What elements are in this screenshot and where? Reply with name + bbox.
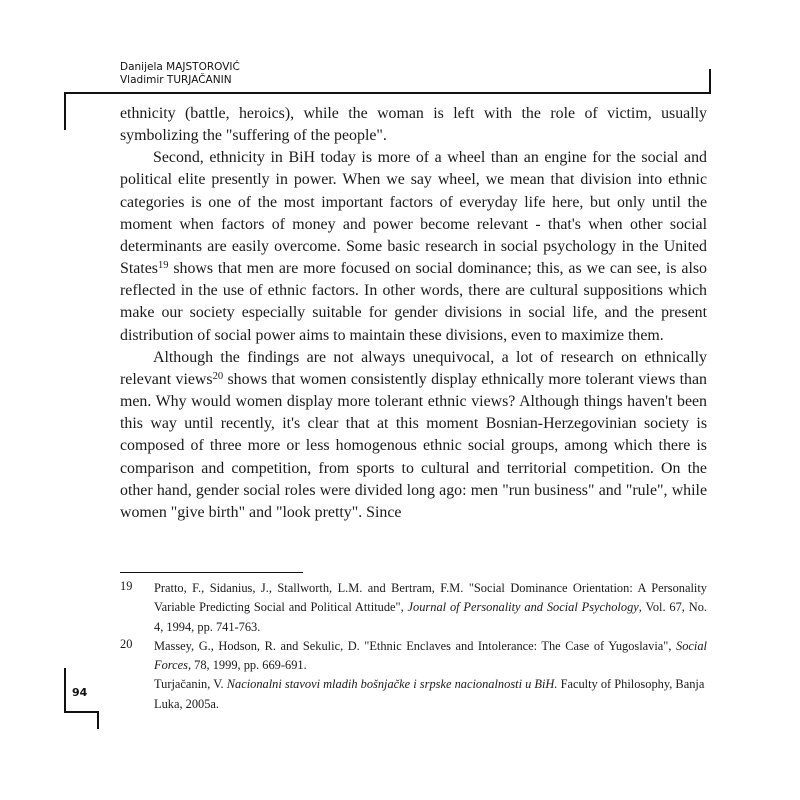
footnote-text: 78, 1999, pp. 669-691. (191, 658, 307, 673)
footnote-text: Pratto, F., Sidanius, J., Stallworth, L.M. and Bertram, F.M. "Social Dominance Orientation: A Personality Variable Predicting Social and Political Attitude", (154, 581, 707, 615)
footnote-19 (120, 579, 707, 637)
footnote-number: 19 (120, 579, 133, 593)
author-name: Danijela MAJSTOROVIĆ (120, 61, 240, 73)
paragraph-text: Although the findings are not always unequivocal, a lot of research on ethnically relevant views (120, 348, 707, 388)
footnote-text: Turjačanin, V. (154, 677, 227, 692)
running-header-authors (120, 61, 240, 86)
footnote-text: , Vol. 67, No. 4, 1994, pp. 741-763. (154, 600, 707, 634)
paragraph (120, 347, 707, 524)
footnote-20 (120, 637, 707, 676)
page-number-box-bottom (64, 711, 98, 713)
page-number-box-right (97, 711, 99, 729)
footnote-ref-20: 20 (212, 370, 224, 382)
paragraph (120, 147, 707, 346)
footnote-text: Massey, G., Hodson, R. and Sekulic, D. "Ethnic Enclaves and Intolerance: The Case of Yugoslavia", (154, 638, 677, 653)
body-text (120, 103, 707, 524)
header-rule-left-tick (64, 92, 66, 130)
paragraph: ethnicity (battle, heroics), while the woman is left with the role of victim, usually symbolizing the "suffering of the people". (120, 105, 707, 145)
footnote-ref-19: 19 (157, 260, 169, 272)
page-number-box-left (64, 668, 66, 713)
paragraph-text: Second, ethnicity in BiH today is more of a wheel than an engine for the social and political elite presently in power. When we say wheel, we mean that division into ethnic categories is one of the most important factors of everyday life here, but only until the moment when factors of money and power become relevant - that's when other social determinants are easily overcome. Some basic research in social psychology in the United States (120, 149, 707, 278)
header-rule (64, 92, 711, 94)
paragraph-text: shows that men are more focused on social dominance; this, as we can see, is also reflected in the use of ethnic factors. In other words, there are cultural suppositions which make our society especially suitable for gender divisions in social life, and the present distribution of social power aims to maintain these divisions, even to maximize them. (120, 260, 707, 344)
paragraph-text: shows that women consistently display ethnically more tolerant views than men. Why would women display more tolerant ethnic views? Although things haven't been this way until recently, it's clear that at this moment Bosnian-Herzegovinian society is composed of three more or less homogenous ethnic social groups, among which there is comparison and competition, from sports to cultural and territorial competition. On the other hand, gender social roles were divided long ago: men "run business" and "rule", while women "give birth" and "look pretty". Since (120, 370, 707, 521)
footnote-book-title: Nacionalni stavovi mladih bošnjačke i srpske nacionalnosti u BiH. (226, 677, 558, 692)
header-rule-right-tick (709, 69, 711, 93)
footnote-text: Faculty of Philosophy, Banja Luka, 2005a. (154, 677, 705, 711)
page-number: 94 (72, 686, 88, 699)
footnote-journal: Journal of Personality and Social Psychology (407, 600, 639, 615)
footnotes (120, 579, 707, 714)
footnote-number: 20 (120, 636, 133, 651)
footnote-separator (120, 572, 303, 573)
footnote-20-continued (120, 675, 707, 714)
footnote-journal: Social Forces, (154, 638, 707, 673)
author-name: Vladimir TURJAČANIN (120, 73, 232, 86)
